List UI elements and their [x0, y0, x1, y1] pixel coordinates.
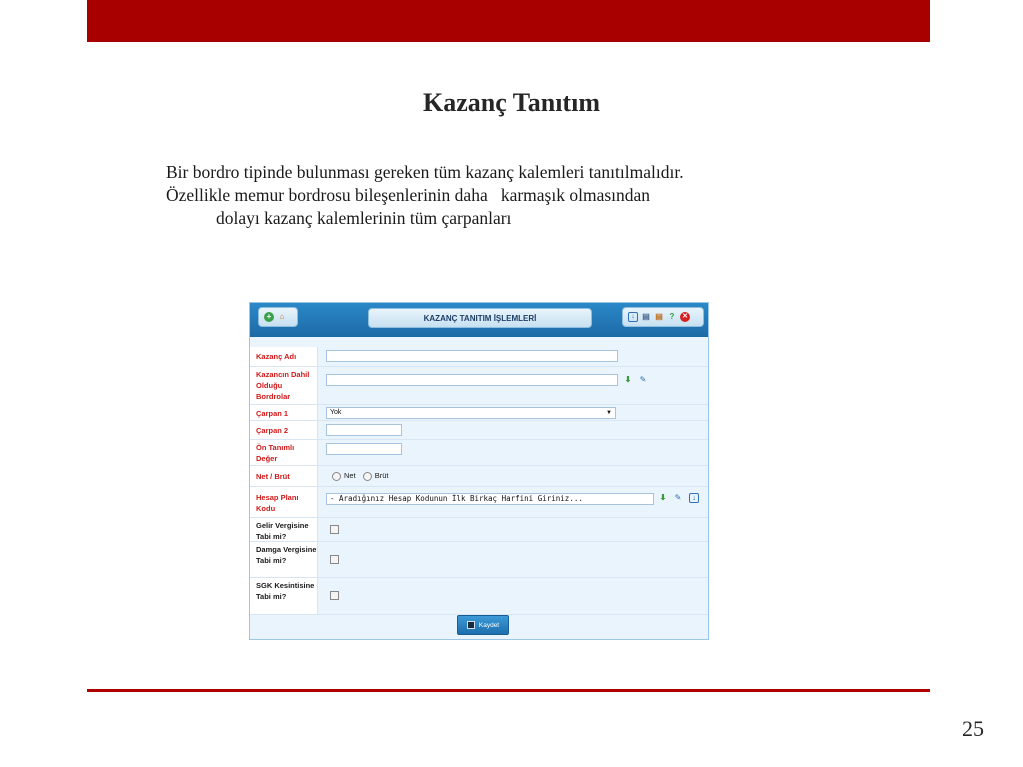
paragraph-line-3: dolayı kazanç kalemlerinin tüm çarpanları	[216, 208, 512, 228]
carpan1-label: Çarpan 1	[250, 405, 318, 420]
slide-body-text	[166, 161, 684, 230]
net-option-label: Net	[344, 471, 356, 480]
row-on-tanimli	[250, 440, 708, 466]
help-icon[interactable]: ?	[669, 312, 675, 321]
row-hesap-plani	[250, 487, 708, 518]
hesap-plani-label: Hesap Planı Kodu	[250, 487, 318, 517]
row-net-brut	[250, 466, 708, 487]
carpan2-label: Çarpan 2	[250, 421, 318, 439]
right-toolbar	[622, 307, 704, 327]
save-button[interactable]	[457, 615, 509, 635]
paragraph-line-1: Bir bordro tipinde bulunması gereken tüm kazanç kalemleri tanıtılmalıdır.	[166, 162, 684, 182]
gelir-vergisi-label: Gelir Vergisine Tabi mi?	[250, 518, 318, 541]
header-accent-bar	[87, 0, 930, 42]
clear-brush-icon[interactable]: ✎	[639, 375, 647, 384]
paragraph-line-2: Özellikle memur bordrosu bileşenlerinin daha karmaşık olmasından	[166, 185, 651, 205]
page-number: 25	[962, 716, 984, 741]
bordrolar-input[interactable]	[326, 374, 618, 386]
kazanc-adi-input[interactable]	[326, 350, 618, 362]
download-icon[interactable]: ⬇	[624, 375, 632, 384]
gelir-vergisi-checkbox[interactable]	[330, 525, 339, 534]
import-icon[interactable]: ↓	[628, 312, 638, 322]
bordrolar-label: Kazancın Dahil Olduğu Bordrolar	[250, 367, 318, 404]
slide-title: Kazanç Tanıtım	[423, 88, 600, 117]
print-icon[interactable]: ▤	[655, 312, 663, 321]
app-title: KAZANÇ TANITIM İŞLEMLERİ	[368, 308, 592, 328]
import-icon[interactable]: ↓	[689, 493, 699, 503]
brut-option-label: Brüt	[374, 471, 389, 480]
on-tanimli-input[interactable]	[326, 443, 402, 455]
row-carpan1	[250, 405, 708, 421]
net-brut-label: Net / Brüt	[250, 466, 318, 486]
on-tanimli-label: Ön Tanımlı Değer	[250, 440, 318, 465]
sgk-label: SGK Kesintisine Tabi mi?	[250, 578, 318, 614]
floppy-disk-icon	[467, 621, 475, 629]
footer-rule	[87, 689, 930, 692]
row-damga-vergisi	[250, 542, 708, 578]
row-kazanc-adi	[250, 347, 708, 367]
damga-vergisi-checkbox[interactable]	[330, 555, 339, 564]
sgk-checkbox[interactable]	[330, 591, 339, 600]
left-toolbar	[258, 307, 298, 327]
row-carpan2	[250, 421, 708, 440]
kazanc-adi-label: Kazanç Adı	[250, 347, 318, 366]
print-icon[interactable]: ▤	[642, 312, 650, 321]
close-icon[interactable]: ✕	[680, 312, 690, 322]
app-header	[250, 303, 708, 337]
home-icon[interactable]: ⌂	[279, 312, 285, 321]
row-gelir-vergisi	[250, 518, 708, 542]
net-brut-radio-group	[332, 471, 389, 481]
net-radio[interactable]	[332, 472, 341, 481]
carpan1-selected-value: Yok	[330, 409, 342, 416]
brut-radio[interactable]	[363, 472, 372, 481]
carpan2-input[interactable]	[326, 424, 402, 436]
clear-brush-icon[interactable]: ✎	[674, 493, 682, 502]
kazanc-tanitim-form-screenshot	[249, 302, 709, 640]
add-icon[interactable]: +	[264, 312, 274, 322]
chevron-down-icon: ▼	[606, 410, 612, 416]
damga-vergisi-label: Damga Vergisine Tabi mi?	[250, 542, 318, 577]
row-sgk	[250, 578, 708, 615]
download-icon[interactable]: ⬇	[659, 493, 667, 502]
row-bordrolar	[250, 367, 708, 405]
hesap-plani-input[interactable]: - Aradığınız Hesap Kodunun İlk Birkaç Harfini Giriniz...	[326, 493, 654, 505]
save-button-label: Kaydet	[478, 621, 500, 629]
carpan1-select[interactable]	[326, 407, 616, 419]
